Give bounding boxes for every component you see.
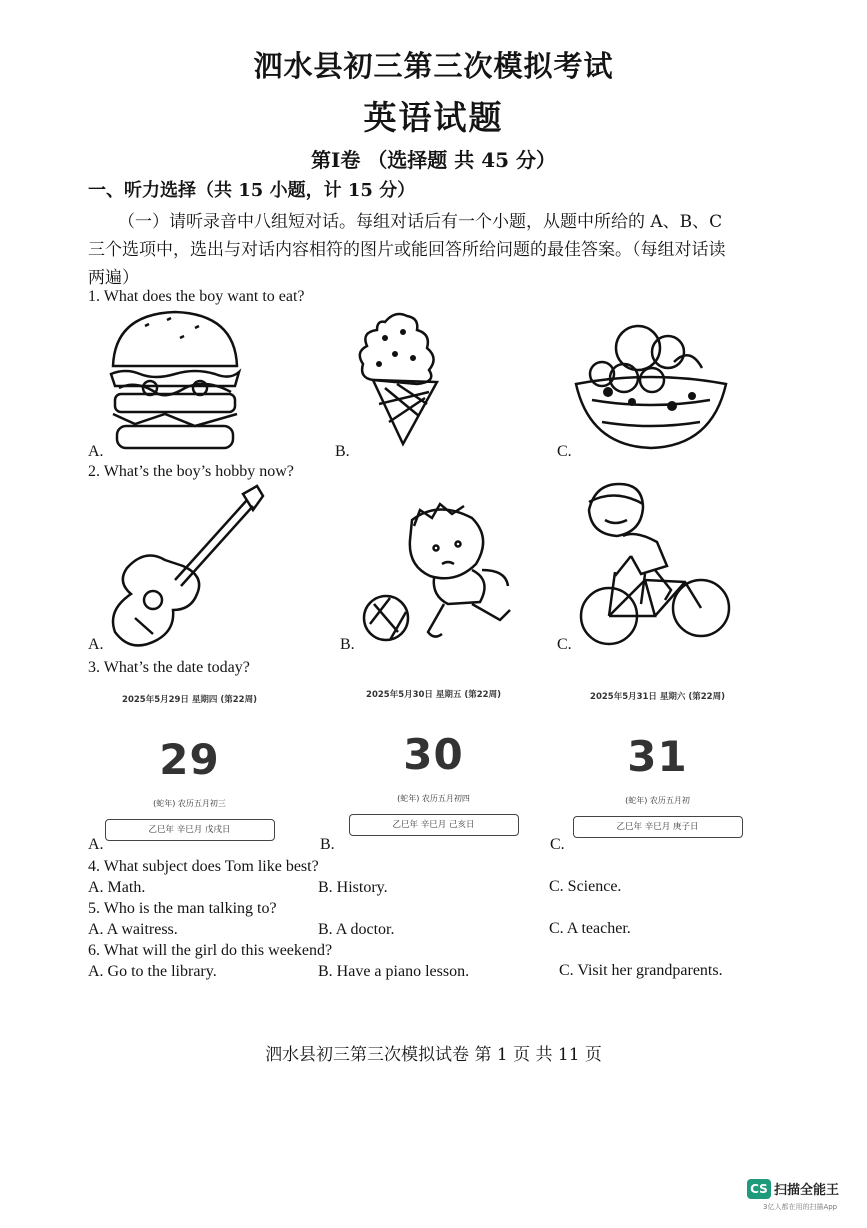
boy-cycling-icon bbox=[575, 480, 733, 650]
exam-subject: 英语试题 bbox=[363, 98, 504, 137]
q4-option-b: B. History. bbox=[318, 879, 388, 896]
q3-option-c: C. bbox=[550, 836, 565, 853]
scanner-watermark bbox=[747, 1178, 840, 1211]
hamburger-icon bbox=[105, 308, 245, 453]
calendar-day: 31 bbox=[627, 732, 688, 781]
boy-playing-football-icon bbox=[360, 500, 530, 648]
q4-option-c: C. Science. bbox=[549, 878, 622, 895]
scanner-app-name: 扫描全能王 bbox=[774, 1183, 840, 1198]
q6-option-a: A. Go to the library. bbox=[88, 963, 217, 980]
question-1-stem: 1. What does the boy want to eat? bbox=[88, 288, 305, 305]
calendar-lunar: (蛇年) 农历五月初 bbox=[625, 796, 690, 805]
q3-option-a: A. bbox=[88, 836, 104, 853]
question-5-stem: 5. Who is the man talking to? bbox=[88, 900, 277, 917]
section-heading: 一、听力选择（共 15 小题，计 15 分） bbox=[88, 180, 416, 201]
exam-title: 泗水县初三第三次模拟考试 bbox=[253, 49, 614, 83]
q5-option-b: B. A doctor. bbox=[318, 921, 395, 938]
question-2-stem: 2. What’s the boy’s hobby now? bbox=[88, 463, 294, 480]
calendar-ganzhi: 乙巳年 辛巳月 庚子日 bbox=[573, 816, 743, 838]
q2-option-b: B. bbox=[340, 636, 355, 653]
calendar-header: 2025年5月30日 星期五 (第22周) bbox=[366, 690, 501, 700]
calendar-header: 2025年5月31日 星期六 (第22周) bbox=[590, 692, 725, 702]
q5-option-c: C. A teacher. bbox=[549, 920, 631, 937]
q1-option-a: A. bbox=[88, 443, 104, 460]
q3-option-b: B. bbox=[320, 836, 335, 853]
question-6-stem: 6. What will the girl do this weekend? bbox=[88, 942, 333, 959]
q4-option-a: A. Math. bbox=[88, 879, 146, 896]
guitar-icon bbox=[105, 482, 265, 652]
part-heading: 第I卷 （选择题 共 45 分） bbox=[310, 148, 557, 172]
q2-option-c: C. bbox=[557, 636, 572, 653]
q1-option-c: C. bbox=[557, 443, 572, 460]
question-3-stem: 3. What’s the date today? bbox=[88, 659, 250, 676]
cs-logo-icon: CS bbox=[747, 1179, 771, 1199]
q2-option-a: A. bbox=[88, 636, 104, 653]
scanner-app-tagline: 3亿人都在用的扫描App bbox=[763, 1203, 838, 1211]
calendar-day: 29 bbox=[159, 735, 220, 784]
q5-option-a: A. A waitress. bbox=[88, 921, 178, 938]
calendar-ganzhi: 乙巳年 辛巳月 戊戌日 bbox=[105, 819, 275, 841]
ice-cream-cone-icon bbox=[355, 308, 445, 448]
section-instruction: （一）请听录音中八组短对话。每组对话后有一个小题，从题中所给的 A、B、C 三个选项中，选出与对话内容相符的图片或能回答所给问题的最佳答案。（每组对话读两遍） bbox=[88, 212, 726, 288]
q6-option-b: B. Have a piano lesson. bbox=[318, 963, 470, 980]
fruit-bowl-icon bbox=[572, 322, 730, 454]
calendar-lunar: (蛇年) 农历五月初三 bbox=[153, 799, 226, 808]
calendar-page-30 bbox=[346, 688, 521, 838]
calendar-ganzhi: 乙巳年 辛巳月 己亥日 bbox=[349, 814, 519, 836]
calendar-page-29 bbox=[102, 693, 277, 843]
q6-option-c: C. Visit her grandparents. bbox=[559, 962, 723, 979]
calendar-lunar: (蛇年) 农历五月初四 bbox=[397, 794, 470, 803]
calendar-header: 2025年5月29日 星期四 (第22周) bbox=[122, 695, 257, 705]
question-4-stem: 4. What subject does Tom like best? bbox=[88, 858, 319, 875]
calendar-day: 30 bbox=[403, 730, 464, 779]
calendar-page-31 bbox=[570, 690, 745, 840]
q1-option-b: B. bbox=[335, 443, 350, 460]
page-footer: 泗水县初三第三次模拟试卷 第 1 页 共 11 页 bbox=[265, 1045, 602, 1065]
